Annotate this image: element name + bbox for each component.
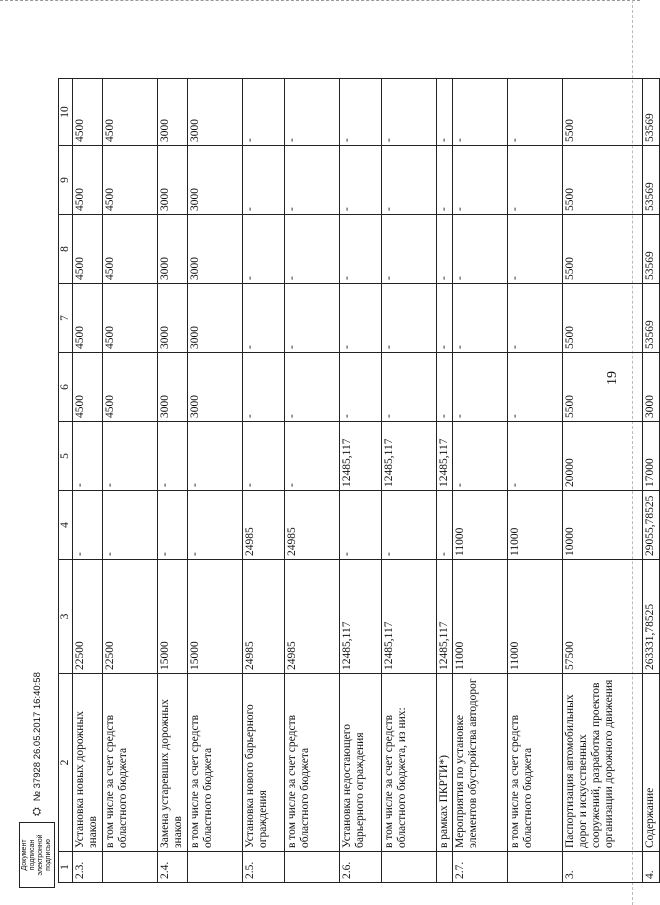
value-cell: - bbox=[285, 146, 340, 215]
row-name-cell: в том числе за счет средств областного бюджета bbox=[103, 674, 158, 852]
value-cell: - bbox=[508, 215, 563, 284]
value-cell: - bbox=[437, 284, 453, 353]
value-cell: - bbox=[188, 491, 243, 560]
rotated-table-container bbox=[58, 79, 656, 883]
row-name-cell: в том числе за счет средств областного бюджета, из них: bbox=[382, 674, 437, 852]
value-cell: 3000 bbox=[188, 353, 243, 422]
value-cell: - bbox=[508, 146, 563, 215]
header-cell: 2 bbox=[59, 674, 73, 852]
value-cell: 3000 bbox=[158, 353, 188, 422]
row-number-cell: 3. bbox=[563, 852, 643, 883]
value-cell: 263331,78525 bbox=[643, 560, 660, 674]
value-cell: - bbox=[158, 491, 188, 560]
row-number-cell bbox=[285, 852, 340, 883]
header-cell: 7 bbox=[59, 284, 73, 353]
value-cell: - bbox=[188, 422, 243, 491]
row-name-cell: Паспортизация автомобильных дорог и искусственных сооружений, разработка проектов организации дорожного движения bbox=[563, 674, 643, 852]
value-cell: 4500 bbox=[73, 146, 103, 215]
table-row bbox=[73, 79, 103, 883]
value-cell: - bbox=[340, 284, 382, 353]
value-cell: 22500 bbox=[103, 560, 158, 674]
value-cell: - bbox=[453, 215, 508, 284]
value-cell: 3000 bbox=[158, 79, 188, 146]
value-cell: 53569 bbox=[643, 284, 660, 353]
value-cell: - bbox=[243, 353, 285, 422]
value-cell: 3000 bbox=[158, 215, 188, 284]
value-cell: 3000 bbox=[643, 353, 660, 422]
value-cell: 15000 bbox=[158, 560, 188, 674]
value-cell: 20000 bbox=[563, 422, 643, 491]
row-number-cell bbox=[508, 852, 563, 883]
value-cell: - bbox=[285, 353, 340, 422]
value-cell: - bbox=[437, 215, 453, 284]
scan-edge bbox=[0, 0, 640, 3]
value-cell: - bbox=[285, 422, 340, 491]
value-cell: 3000 bbox=[188, 284, 243, 353]
row-name-cell: в том числе за счет средств областного бюджета bbox=[285, 674, 340, 852]
value-cell: - bbox=[285, 79, 340, 146]
row-name-cell: Установка нового барьерного ограждения bbox=[243, 674, 285, 852]
value-cell: - bbox=[340, 146, 382, 215]
row-name-cell: Установка недостающего барьерного ограждения bbox=[340, 674, 382, 852]
value-cell: - bbox=[508, 422, 563, 491]
table-row bbox=[563, 79, 643, 883]
header-cell: 10 bbox=[59, 79, 73, 146]
value-cell: 11000 bbox=[508, 560, 563, 674]
table-row bbox=[285, 79, 340, 883]
table-row bbox=[243, 79, 285, 883]
value-cell: 4500 bbox=[103, 284, 158, 353]
value-cell: 12485,117 bbox=[382, 422, 437, 491]
value-cell: 29055,78525 bbox=[643, 491, 660, 560]
value-cell: - bbox=[285, 284, 340, 353]
table-row bbox=[188, 79, 243, 883]
value-cell: 4500 bbox=[73, 215, 103, 284]
value-cell: - bbox=[103, 422, 158, 491]
value-cell: 57500 bbox=[563, 560, 643, 674]
value-cell: - bbox=[437, 353, 453, 422]
value-cell: - bbox=[382, 79, 437, 146]
value-cell: - bbox=[243, 215, 285, 284]
value-cell: 24985 bbox=[285, 560, 340, 674]
table-row bbox=[103, 79, 158, 883]
value-cell: - bbox=[453, 422, 508, 491]
value-cell: 53569 bbox=[643, 79, 660, 146]
table-row bbox=[453, 79, 508, 883]
value-cell: 5500 bbox=[563, 215, 643, 284]
row-name-cell: в рамках ПКРТИ*) bbox=[437, 674, 453, 852]
value-cell: 24985 bbox=[285, 491, 340, 560]
value-cell: - bbox=[243, 79, 285, 146]
signature-icon: ⛭ bbox=[30, 807, 43, 816]
value-cell: - bbox=[243, 284, 285, 353]
value-cell: 4500 bbox=[103, 79, 158, 146]
value-cell: - bbox=[508, 353, 563, 422]
value-cell: - bbox=[382, 146, 437, 215]
value-cell: - bbox=[453, 284, 508, 353]
row-number-cell bbox=[188, 852, 243, 883]
header-cell: 6 bbox=[59, 353, 73, 422]
row-number-cell bbox=[382, 852, 437, 883]
table-row bbox=[382, 79, 437, 883]
row-name-cell: в том числе за счет средств областного бюджета bbox=[188, 674, 243, 852]
value-cell: 11000 bbox=[453, 560, 508, 674]
value-cell: 10000 bbox=[563, 491, 643, 560]
value-cell: 12485,117 bbox=[340, 560, 382, 674]
value-cell: 4500 bbox=[103, 146, 158, 215]
row-name-cell: Мероприятия по установке элементов обустройства автодорог bbox=[453, 674, 508, 852]
value-cell: - bbox=[158, 422, 188, 491]
value-cell: 5500 bbox=[563, 353, 643, 422]
table-row bbox=[340, 79, 382, 883]
value-cell: 12485,117 bbox=[437, 560, 453, 674]
value-cell: - bbox=[382, 284, 437, 353]
value-cell: 11000 bbox=[453, 491, 508, 560]
value-cell: 53569 bbox=[643, 215, 660, 284]
value-cell: 5500 bbox=[563, 284, 643, 353]
header-cell: 8 bbox=[59, 215, 73, 284]
value-cell: 4500 bbox=[73, 79, 103, 146]
value-cell: 3000 bbox=[158, 146, 188, 215]
signature-badge: Документ подписан электронной подписью bbox=[19, 822, 55, 888]
table-row bbox=[158, 79, 188, 883]
value-cell: - bbox=[73, 491, 103, 560]
header-cell: 9 bbox=[59, 146, 73, 215]
value-cell: 12485,117 bbox=[437, 422, 453, 491]
value-cell: - bbox=[382, 215, 437, 284]
value-cell: 3000 bbox=[188, 146, 243, 215]
value-cell: 5500 bbox=[563, 146, 643, 215]
value-cell: - bbox=[103, 491, 158, 560]
value-cell: - bbox=[285, 215, 340, 284]
row-number-cell: 2.7. bbox=[453, 852, 508, 883]
row-name-cell: в том числе за счет средств областного бюджета bbox=[508, 674, 563, 852]
value-cell: 11000 bbox=[508, 491, 563, 560]
header-cell: 1 bbox=[59, 852, 73, 883]
value-cell: 4500 bbox=[73, 353, 103, 422]
header-cell: 3 bbox=[59, 560, 73, 674]
value-cell: 53569 bbox=[643, 146, 660, 215]
value-cell: 12485,117 bbox=[340, 422, 382, 491]
value-cell: - bbox=[340, 215, 382, 284]
value-cell: 3000 bbox=[188, 79, 243, 146]
value-cell: - bbox=[243, 146, 285, 215]
value-cell: - bbox=[340, 79, 382, 146]
value-cell: - bbox=[453, 146, 508, 215]
value-cell: 24985 bbox=[243, 560, 285, 674]
value-cell: - bbox=[340, 491, 382, 560]
value-cell: - bbox=[508, 79, 563, 146]
row-number-cell: 2.3. bbox=[73, 852, 103, 883]
row-name-cell: Установка новых дорожных знаков bbox=[73, 674, 103, 852]
value-cell: - bbox=[437, 491, 453, 560]
value-cell: 3000 bbox=[188, 215, 243, 284]
value-cell: 17000 bbox=[643, 422, 660, 491]
value-cell: 4500 bbox=[103, 215, 158, 284]
value-cell: - bbox=[382, 491, 437, 560]
row-number-cell bbox=[103, 852, 158, 883]
value-cell: - bbox=[340, 353, 382, 422]
value-cell: - bbox=[382, 353, 437, 422]
row-number-cell: 4. bbox=[643, 852, 660, 883]
row-number-cell: 2.4. bbox=[158, 852, 188, 883]
value-cell: 4500 bbox=[103, 353, 158, 422]
budget-table bbox=[58, 78, 660, 883]
value-cell: 15000 bbox=[188, 560, 243, 674]
header-row bbox=[59, 79, 73, 883]
row-number-cell: 2.5. bbox=[243, 852, 285, 883]
value-cell: 5500 bbox=[563, 79, 643, 146]
value-cell: - bbox=[453, 79, 508, 146]
value-cell: - bbox=[73, 422, 103, 491]
stamp-text: № 37928 26.05.2017 16:40:58 bbox=[31, 672, 43, 802]
table-row bbox=[508, 79, 563, 883]
value-cell: - bbox=[437, 79, 453, 146]
page-number: 19 bbox=[605, 371, 620, 385]
header-cell: 4 bbox=[59, 491, 73, 560]
header-cell: 5 bbox=[59, 422, 73, 491]
value-cell: - bbox=[437, 146, 453, 215]
e-signature-stamp bbox=[22, 588, 52, 888]
value-cell: 22500 bbox=[73, 560, 103, 674]
row-name-cell: Содержание bbox=[643, 674, 660, 852]
value-cell: 12485,117 bbox=[382, 560, 437, 674]
table-row bbox=[643, 79, 660, 883]
row-number-cell bbox=[437, 852, 453, 883]
table-row bbox=[437, 79, 453, 883]
value-cell: 3000 bbox=[158, 284, 188, 353]
value-cell: 4500 bbox=[73, 284, 103, 353]
value-cell: - bbox=[243, 422, 285, 491]
value-cell: - bbox=[453, 353, 508, 422]
value-cell: 24985 bbox=[243, 491, 285, 560]
row-number-cell: 2.6. bbox=[340, 852, 382, 883]
row-name-cell: Замена устаревших дорожных знаков bbox=[158, 674, 188, 852]
value-cell: - bbox=[508, 284, 563, 353]
